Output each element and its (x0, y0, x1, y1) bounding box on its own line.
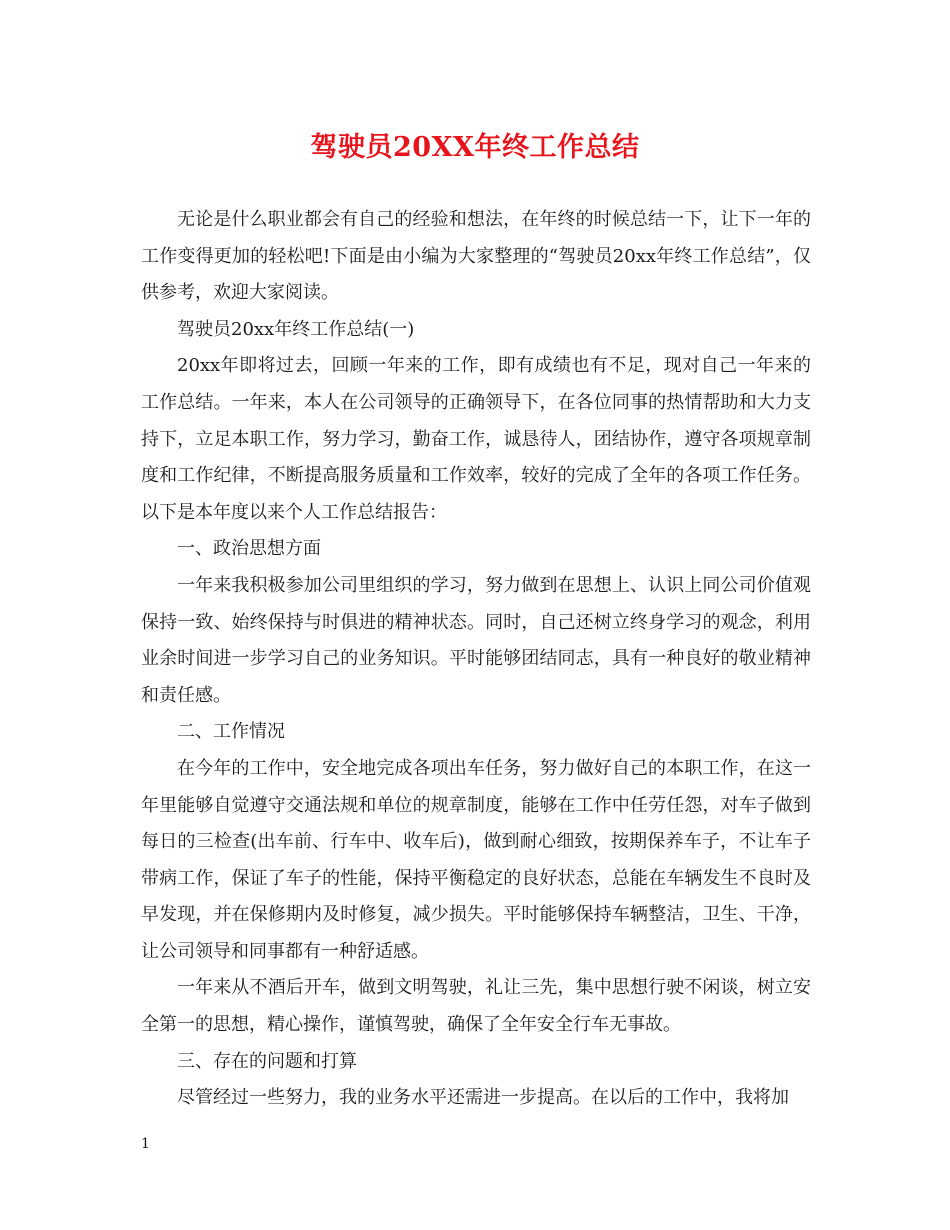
paragraph-overview: 20xx年即将过去，回顾一年来的工作，即有成绩也有不足，现对自己一年来的工作总结。一年来，本人在公司领导的正确领导下，在各位同事的热情帮助和大力支持下，立足本职工作，努力学习，勤奋工作，诚恳待人，团结协作，遵守各项规章制度和工作纪律，不断提高服务质量和工作效率，较好的完成了全年的各项工作任务。以下是本年度以来个人工作总结报告： (141, 355, 811, 523)
paragraph-safety: 一年来从不酒后开车，做到文明驾驶，礼让三先，集中思想行驶不闲谈，树立安全第一的思想，精心操作，谨慎驾驶，确保了全年安全行车无事故。 (141, 977, 811, 1036)
section-heading-political: 一、政治思想方面 (177, 538, 321, 560)
page-number: 1 (141, 1136, 150, 1152)
paragraph-intro: 无论是什么职业都会有自己的经验和想法，在年终的时候总结一下，让下一年的工作变得更加的轻松吧!下面是由小编为大家整理的“驾驶员20xx年终工作总结”，仅供参考，欢迎大家阅读。 (141, 209, 811, 304)
section-heading-work: 二、工作情况 (177, 721, 285, 743)
page-title: 驾驶员20XX年终工作总结 (310, 132, 640, 163)
section-heading-problems: 三、存在的问题和打算 (177, 1050, 357, 1072)
paragraph-political: 一年来我积极参加公司里组织的学习，努力做到在思想上、认识上同公司价值观保持一致、始终保持与时俱进的精神状态。同时，自己还树立终身学习的观念，利用业余时间进一步学习自己的业务知识。平时能够团结同志，具有一种良好的敬业精神和责任感。 (141, 574, 811, 706)
section-heading-part-one: 驾驶员20xx年终工作总结(一) (177, 318, 415, 340)
paragraph-work: 在今年的工作中，安全地完成各项出车任务，努力做好自己的本职工作，在这一年里能够自觉遵守交通法规和单位的规章制度，能够在工作中任劳任怨，对车子做到每日的三检查(出车前、行车中、收车后)，做到耐心细致，按期保养车子，不让车子带病工作，保证了车子的性能，保持平衡稳定的良好状态，总能在车辆发生不良时及早发现，并在保修期内及时修复，减少损失。平时能够保持车辆整洁，卫生、干净，让公司领导和同事都有一种舒适感。 (141, 757, 811, 962)
document-body (141, 202, 811, 1117)
paragraph-problems: 尽管经过一些努力，我的业务水平还需进一步提高。在以后的工作中，我将加 (177, 1087, 789, 1109)
